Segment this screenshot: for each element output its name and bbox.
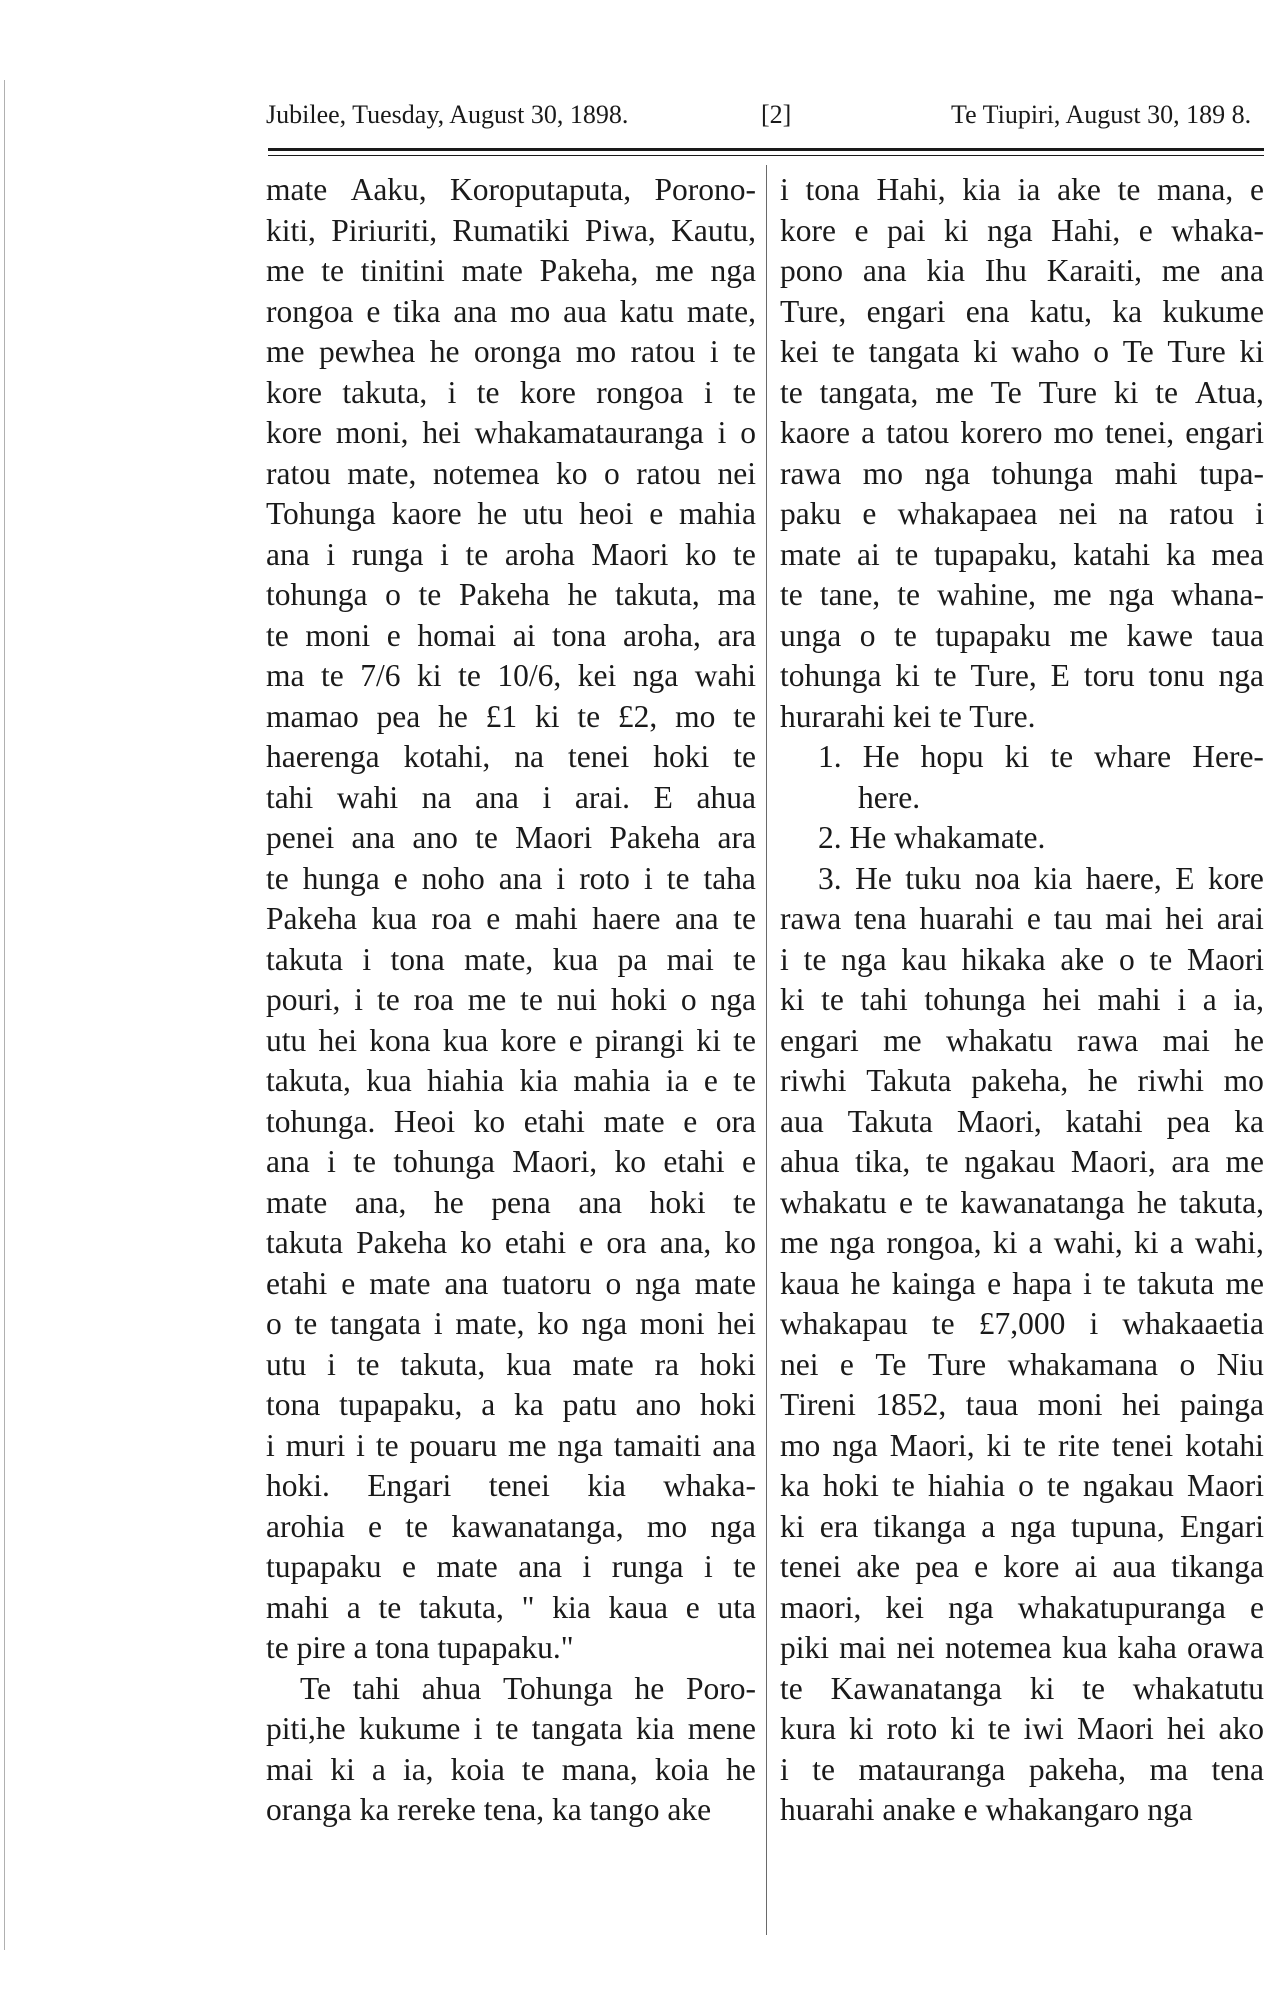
text-line: takuta i tona mate, kua pa mai te <box>266 941 756 977</box>
text-line: piti,he kukume i te tangata kia mene <box>266 1711 756 1746</box>
text-line: ki te tahi tohunga hei mahi i a ia, <box>780 982 1264 1017</box>
text-line: ahua tika, te ngakau Maori, ara me <box>780 1144 1264 1179</box>
text-line: ratou mate, notemea ko o ratou nei <box>266 455 756 491</box>
text-line: te hunga e noho ana i roto i te taha <box>266 860 756 896</box>
text-line: 2. He whakamate. <box>818 820 1046 855</box>
running-header <box>266 100 1266 140</box>
text-line: riwhi Takuta pakeha, he riwhi mo <box>780 1063 1264 1098</box>
column-divider <box>766 165 767 1935</box>
header-rule-thin <box>268 155 1264 156</box>
text-line: te moni e homai ai tona aroha, ara <box>266 617 756 653</box>
text-line: oranga ka rereke tena, ka tango ake <box>266 1792 712 1827</box>
left-column <box>266 170 756 1831</box>
text-line: whakatu e te kawanatanga he takuta, <box>780 1184 1264 1220</box>
text-line: mate ai te tupapaku, katahi ka mea <box>780 536 1264 572</box>
text-line: 1. He hopu ki te whare Here- <box>818 739 1264 774</box>
text-line: piki mai nei notemea kua kaha orawa <box>780 1630 1264 1665</box>
text-line: o te tangata i mate, ko nga moni hei <box>266 1306 756 1341</box>
text-line: tohunga ki te Ture, E toru tonu nga <box>780 658 1264 693</box>
text-line: te Kawanatanga ki te whakatutu <box>780 1670 1264 1706</box>
text-line: me pewhea he oronga mo ratou i te <box>266 334 756 369</box>
text-line: Pakeha kua roa e mahi haere ana te <box>266 901 756 936</box>
text-line: te tangata, me Te Ture ki te Atua, <box>780 374 1264 410</box>
text-line: i muri i te pouaru me nga tamaiti ana <box>266 1427 756 1463</box>
text-line: etahi e mate ana tuatoru o nga mate <box>266 1265 756 1301</box>
text-line: aua Takuta Maori, katahi pea ka <box>780 1103 1264 1139</box>
text-line: kore e pai ki nga Hahi, e whaka- <box>780 212 1264 248</box>
page-number: [2] <box>761 100 792 129</box>
text-line: ka hoki te hiahia o te ngakau Maori <box>780 1468 1264 1503</box>
right-column <box>780 170 1264 1831</box>
header-rule <box>268 148 1264 151</box>
text-line: kore moni, hei whakamatauranga i o <box>266 415 756 450</box>
text-line: haerenga kotahi, na tenei hoki te <box>266 739 756 774</box>
text-line: pono ana kia Ihu Karaiti, me ana <box>780 253 1264 288</box>
text-line: rawa mo nga tohunga mahi tupa- <box>780 455 1264 491</box>
text-line: takuta Pakeha ko etahi e ora ana, ko <box>266 1225 756 1260</box>
text-line: kura ki roto ki te iwi Maori hei ako <box>780 1711 1264 1746</box>
text-line: tona tupapaku, a ka patu ano hoki <box>266 1387 756 1422</box>
text-line: penei ana ano te Maori Pakeha ara <box>266 820 756 855</box>
text-line: ana i runga i te aroha Maori ko te <box>266 536 756 572</box>
text-line: kei te tangata ki waho o Te Ture ki <box>780 334 1264 369</box>
text-line: arohia e te kawanatanga, mo nga <box>266 1508 756 1544</box>
text-line: ma te 7/6 ki te 10/6, kei nga wahi <box>266 658 756 693</box>
text-line: kore takuta, i te kore rongoa i te <box>266 374 756 410</box>
text-line: Te tahi ahua Tohunga he Poro- <box>300 1670 756 1706</box>
text-line: mo nga Maori, ki te rite tenei kotahi <box>780 1427 1264 1463</box>
text-line: engari me whakatu rawa mai he <box>780 1022 1264 1058</box>
text-line: kiti, Piriuriti, Rumatiki Piwa, Kautu, <box>266 212 756 248</box>
text-line: tohunga. Heoi ko etahi mate e ora <box>266 1103 756 1139</box>
text-line: takuta, kua hiahia kia mahia ia e te <box>266 1063 756 1098</box>
text-line: rongoa e tika ana mo aua katu mate, <box>266 293 756 329</box>
text-line: mate ana, he pena ana hoki te <box>266 1184 756 1220</box>
text-line: kaua he kainga e hapa i te takuta me <box>780 1265 1264 1301</box>
text-line: huarahi anake e whakangaro nga <box>780 1792 1193 1827</box>
text-line: me te tinitini mate Pakeha, me nga <box>266 253 756 288</box>
text-line: hurarahi kei te Ture. <box>780 698 1036 734</box>
text-line: mate Aaku, Koroputaputa, Porono- <box>266 172 756 207</box>
text-line: i tona Hahi, kia ia ake te mana, e <box>780 172 1264 207</box>
text-line: unga o te tupapaku me kawe taua <box>780 617 1264 653</box>
text-line: i te matauranga pakeha, ma tena <box>780 1751 1264 1787</box>
text-line: pouri, i te roa me te nui hoki o nga <box>266 982 756 1017</box>
text-line: ana i te tohunga Maori, ko etahi e <box>266 1144 756 1179</box>
text-line: utu hei kona kua kore e pirangi ki te <box>266 1022 756 1058</box>
text-line: Tohunga kaore he utu heoi e mahia <box>266 496 756 531</box>
page-edge <box>4 80 5 1950</box>
text-line: ki era tikanga a nga tupuna, Engari <box>780 1508 1264 1544</box>
text-line: mamao pea he £1 ki te £2, mo te <box>266 698 756 734</box>
text-line: i te nga kau hikaka ake o te Maori <box>780 941 1264 977</box>
text-line: me nga rongoa, ki a wahi, ki a wahi, <box>780 1225 1264 1260</box>
text-line: mai ki a ia, koia te mana, koia he <box>266 1751 756 1787</box>
text-line: tenei ake pea e kore ai aua tikanga <box>780 1549 1264 1584</box>
text-line: tupapaku e mate ana i runga i te <box>266 1549 756 1584</box>
text-line: hoki. Engari tenei kia whaka- <box>266 1468 756 1503</box>
text-line: Tireni 1852, taua moni hei painga <box>780 1387 1264 1422</box>
text-line: tahi wahi na ana i arai. E ahua <box>266 779 756 815</box>
text-line: nei e Te Ture whakamana o Niu <box>780 1346 1264 1382</box>
text-line: 3. He tuku noa kia haere, E kore <box>818 860 1264 896</box>
text-line: maori, kei nga whakatupuranga e <box>780 1589 1264 1625</box>
header-right: Te Tiupiri, August 30, 189 8. <box>951 100 1252 129</box>
text-line: rawa tena huarahi e tau mai hei arai <box>780 901 1264 936</box>
text-line: whakapau te £7,000 i whakaaetia <box>780 1306 1264 1341</box>
text-line: kaore a tatou korero mo tenei, engari <box>780 415 1264 450</box>
text-line: tohunga o te Pakeha he takuta, ma <box>266 577 756 612</box>
text-line: te tane, te wahine, me nga whana- <box>780 577 1264 612</box>
text-line: utu i te takuta, kua mate ra hoki <box>266 1346 756 1382</box>
text-line: Ture, engari ena katu, ka kukume <box>780 293 1264 329</box>
text-line: here. <box>858 779 921 815</box>
header-left: Jubilee, Tuesday, August 30, 1898. <box>266 100 629 129</box>
text-line: paku e whakapaea nei na ratou i <box>780 496 1264 531</box>
text-line: mahi a te takuta, " kia kaua e uta <box>266 1589 756 1625</box>
text-line: te pire a tona tupapaku." <box>266 1630 574 1665</box>
